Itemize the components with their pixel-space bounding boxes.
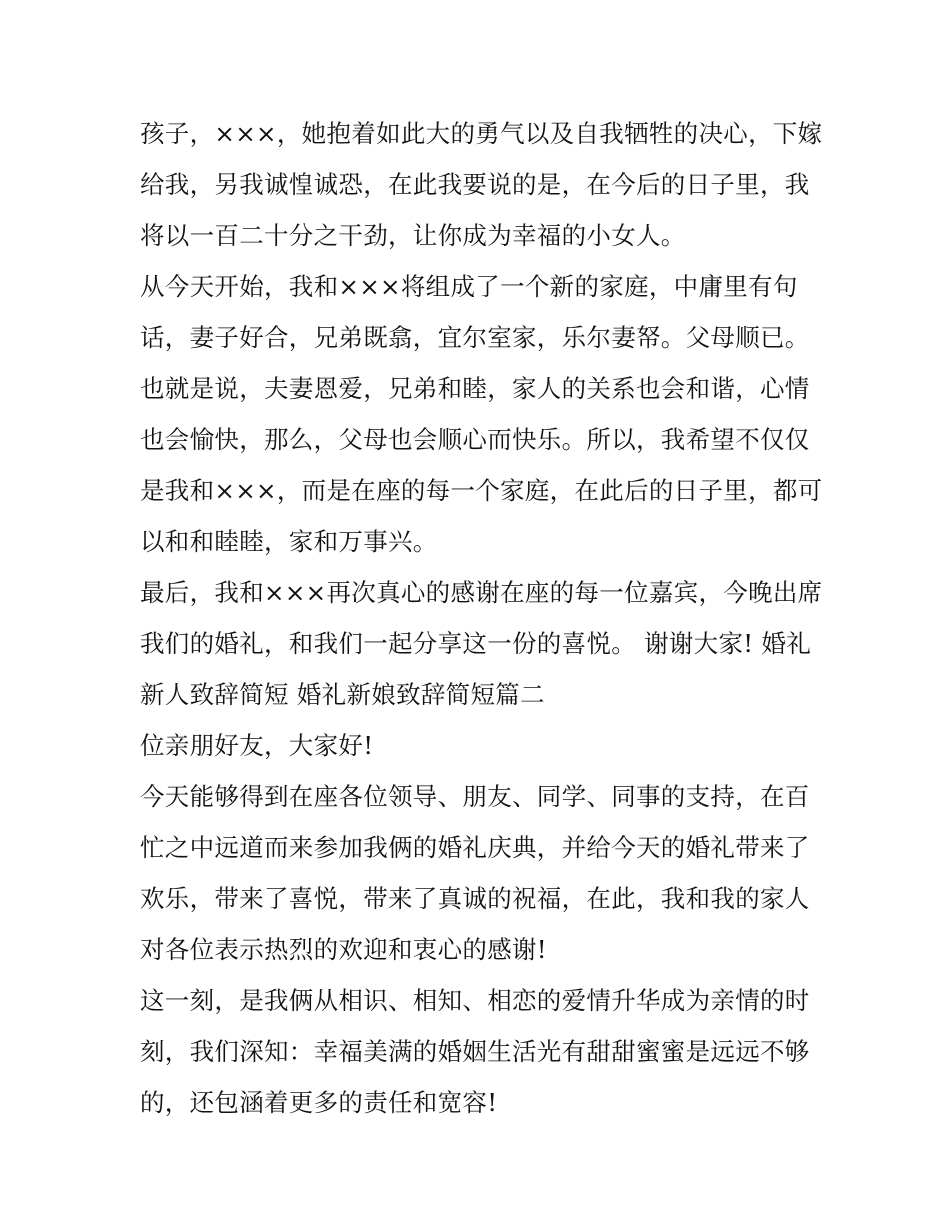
- text-line: 的，还包涵着更多的责任和宽容!: [140, 1088, 498, 1117]
- text-line: 孩子，×××，她抱着如此大的勇气以及自我牺牲的决心，下嫁: [140, 119, 823, 148]
- text-line: 今天能够得到在座各位领导、朋友、同学、同事的支持，在百: [140, 782, 810, 811]
- text-line: 对各位表示热烈的欢迎和衷心的感谢!: [140, 935, 547, 964]
- text-line: 话，妻子好合，兄弟既翕，宜尔室家，乐尔妻帑。父母顺已。: [140, 323, 810, 352]
- text-line: 从今天开始，我和×××将组成了一个新的家庭，中庸里有句: [140, 272, 798, 301]
- text-line: 给我，另我诚惶诚恐，在此我要说的是，在今后的日子里，我: [140, 170, 810, 199]
- text-line: 以和和睦睦，家和万事兴。: [140, 527, 438, 556]
- text-line: 新人致辞简短 婚礼新娘致辞简短篇二: [140, 680, 545, 709]
- text-line: 刻，我们深知：幸福美满的婚姻生活光有甜甜蜜蜜是远远不够: [140, 1037, 810, 1066]
- text-line: 最后，我和×××再次真心的感谢在座的每一位嘉宾，今晚出席: [140, 578, 823, 607]
- text-line: 欢乐，带来了喜悦，带来了真诚的祝福，在此，我和我的家人: [140, 884, 810, 913]
- text-line: 是我和×××，而是在座的每一个家庭，在此后的日子里，都可: [140, 476, 823, 505]
- text-line: 也就是说，夫妻恩爱，兄弟和睦，家人的关系也会和谐，心情: [140, 374, 810, 403]
- text-line: 这一刻，是我俩从相识、相知、相恋的爱情升华成为亲情的时: [140, 986, 810, 1015]
- text-line: 将以一百二十分之干劲，让你成为幸福的小女人。: [140, 221, 686, 250]
- text-line: 我们的婚礼，和我们一起分享这一份的喜悦。 谢谢大家! 婚礼: [140, 629, 812, 658]
- text-line: 忙之中远道而来参加我俩的婚礼庆典，并给今天的婚礼带来了: [140, 833, 810, 862]
- text-line: 位亲朋好友，大家好!: [140, 731, 374, 760]
- document-body: [140, 108, 830, 1128]
- text-line: 也会愉快，那么，父母也会顺心而快乐。所以，我希望不仅仅: [140, 425, 810, 454]
